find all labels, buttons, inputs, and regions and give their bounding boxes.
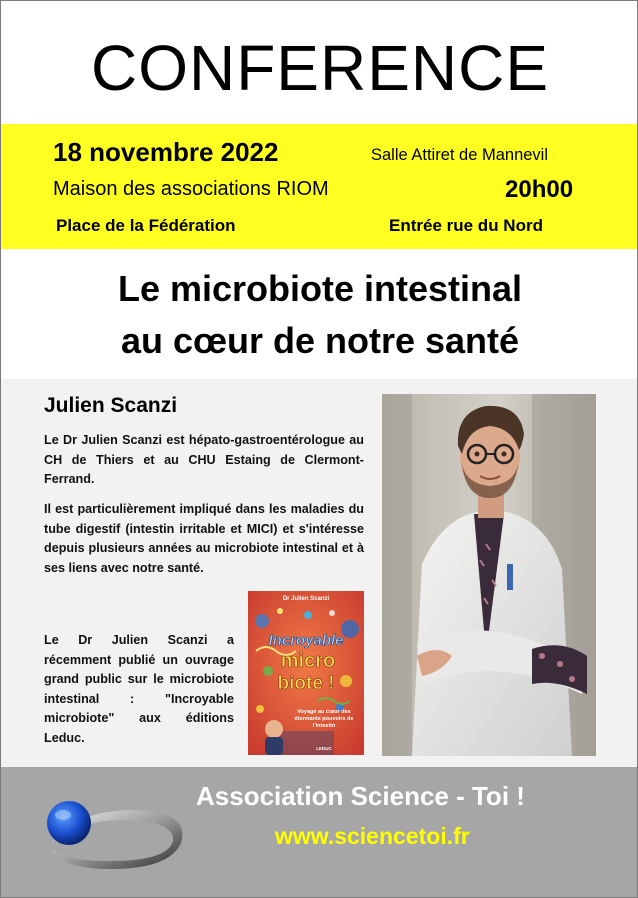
book-title-line-3: biote ! — [277, 673, 335, 694]
event-info-banner — [1, 124, 638, 249]
speaker-photo — [382, 394, 596, 756]
book-description: Le Dr Julien Scanzi a récemment publié un ouvrage grand public sur le microbiote intestinal : "Incroyable microbiote" aux éditions Leduc. — [44, 633, 234, 745]
topic-line-2: au cœur de notre santé — [120, 320, 520, 361]
speaker-portrait — [382, 394, 596, 756]
book-publisher: LEDUC — [316, 746, 332, 751]
speaker-name: Julien Scanzi — [44, 394, 178, 417]
speaker-section — [1, 379, 638, 767]
event-address: Place de la Fédération — [56, 216, 236, 235]
conference-topic — [1, 263, 638, 367]
event-venue: Maison des associations RIOM — [53, 178, 329, 200]
event-entrance: Entrée rue du Nord — [389, 216, 543, 235]
association-logo — [41, 785, 201, 885]
poster-title: CONFERENCE — [90, 32, 550, 104]
event-room: Salle Attiret de Mannevil — [371, 146, 549, 164]
book-tagline: Voyage au cœur des étonnants pouvoirs de l'intestin — [294, 709, 354, 729]
event-time: 20h00 — [505, 176, 574, 203]
speaker-bio-2: Il est particulièrement impliqué dans les maladies du tube digestif (intestin irritable et MICI) et s'intéresse depuis plusieurs années au microbiote intestinal et à ses liens avec notre santé. — [44, 502, 364, 575]
book-title-line-2: micro — [280, 650, 336, 672]
footer — [1, 767, 638, 898]
event-date: 18 novembre 2022 — [53, 137, 279, 167]
book-cover-art — [248, 591, 364, 755]
association-website-link[interactable]: www.sciencetoi.fr — [275, 823, 470, 849]
speaker-bio-1: Le Dr Julien Scanzi est hépato-gastroentérologue au CH de Thiers et au CHU Estaing de Clermont-Ferrand. — [44, 433, 364, 486]
topic-line-1: Le microbiote intestinal — [117, 268, 523, 309]
book-title-line-1: Incroyable — [268, 632, 344, 649]
association-name: Association Science - Toi ! — [196, 781, 525, 811]
book-author: Dr Julien Scanzi — [282, 596, 330, 602]
book-cover-image — [248, 591, 364, 755]
